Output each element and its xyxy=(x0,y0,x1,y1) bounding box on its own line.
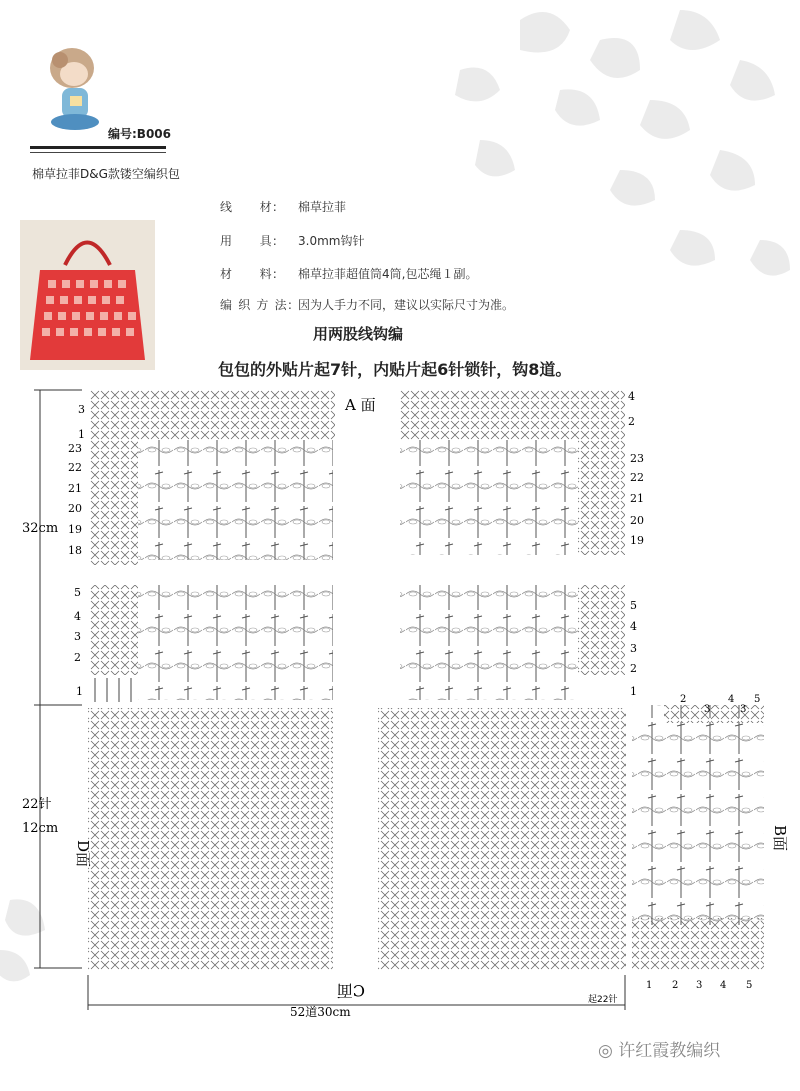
svg-text:3: 3 xyxy=(78,403,85,416)
svg-text:4: 4 xyxy=(74,610,81,623)
mid-left-edge xyxy=(90,585,138,675)
svg-text:20: 20 xyxy=(68,502,82,515)
svg-text:5: 5 xyxy=(746,980,753,991)
svg-text:4: 4 xyxy=(728,694,735,705)
b-face-row-numbers-bottom xyxy=(646,980,752,991)
left-row-numbers-lower xyxy=(74,586,83,698)
face-c-panel xyxy=(378,708,626,970)
face-b-mesh xyxy=(632,705,764,925)
spec-tool: 用 具: 3.0mm钩针 xyxy=(220,234,365,248)
mesh-lower-right xyxy=(400,585,578,700)
bag-photo xyxy=(20,220,155,370)
right-row-numbers-lower xyxy=(630,599,637,698)
svg-text:3: 3 xyxy=(740,704,747,715)
svg-text:2: 2 xyxy=(628,415,635,428)
svg-text:5: 5 xyxy=(74,586,81,599)
face-a-top-right-band xyxy=(400,390,625,440)
svg-text:21: 21 xyxy=(68,482,82,495)
spec-material: 材 料: 棉草拉菲超值筒4筒,包芯绳１副。 xyxy=(220,267,478,281)
mid-right-edge xyxy=(578,585,625,675)
row1-stitches xyxy=(95,678,131,702)
svg-text:22: 22 xyxy=(630,471,644,484)
face-d-label: D面 xyxy=(74,840,92,868)
dim-height-bottom-stitches: 22针 xyxy=(22,797,52,812)
dim-height-top: 32cm xyxy=(22,521,59,536)
dim-width: 52道30cm xyxy=(290,1005,351,1019)
start-note: 起22针 xyxy=(588,995,618,1005)
svg-text:23: 23 xyxy=(630,452,644,465)
header-rule-thin xyxy=(30,152,166,153)
crochet-chart xyxy=(0,380,800,1091)
instruction-line-1: 用两股线钩编 xyxy=(313,325,404,343)
svg-text:3: 3 xyxy=(74,630,81,643)
svg-text:18: 18 xyxy=(68,544,82,557)
svg-text:3: 3 xyxy=(630,642,637,655)
mesh-upper-left xyxy=(138,440,333,560)
svg-text:2: 2 xyxy=(672,980,679,991)
face-b-label: B面 xyxy=(771,825,789,852)
svg-text:21: 21 xyxy=(630,492,644,505)
svg-text:1: 1 xyxy=(630,685,637,698)
face-b-bottom-band xyxy=(632,918,764,970)
face-a-label: A 面 xyxy=(345,396,376,414)
face-a-top-left-band xyxy=(90,390,335,440)
svg-text:1: 1 xyxy=(646,980,653,991)
svg-text:19: 19 xyxy=(630,534,644,547)
mesh-upper-right xyxy=(400,440,578,555)
svg-text:3: 3 xyxy=(696,980,703,991)
mesh-lower-left xyxy=(138,585,333,700)
svg-text:2: 2 xyxy=(74,651,81,664)
pattern-code: 编号:B006 xyxy=(108,127,171,141)
header-rule xyxy=(30,146,166,149)
svg-text:20: 20 xyxy=(630,514,644,527)
spec-yarn: 线 材: 棉草拉菲 xyxy=(220,200,347,214)
face-a-left-edge xyxy=(90,440,138,565)
svg-text:5: 5 xyxy=(630,599,637,612)
svg-text:2: 2 xyxy=(630,662,637,675)
dim-height-bottom: 12cm xyxy=(22,821,59,836)
face-c-label: C面 xyxy=(336,981,365,1000)
knitting-girl-illustration xyxy=(40,40,110,140)
right-row-numbers-upper xyxy=(628,390,644,547)
left-row-numbers-upper xyxy=(68,403,85,557)
svg-text:3: 3 xyxy=(704,704,711,715)
face-a-right-edge xyxy=(578,440,625,555)
svg-text:1: 1 xyxy=(78,428,85,441)
svg-text:23: 23 xyxy=(68,442,82,455)
svg-text:1: 1 xyxy=(76,685,83,698)
svg-text:19: 19 xyxy=(68,523,82,536)
svg-text:4: 4 xyxy=(720,980,727,991)
face-d-panel xyxy=(88,708,333,970)
instruction-line-2: 包包的外贴片起7针，内贴片起6针锁针，钩8道。 xyxy=(218,360,572,379)
svg-text:22: 22 xyxy=(68,461,82,474)
watermark: ◎ 许红霞教编织 xyxy=(598,1041,721,1061)
pattern-title: 棉草拉菲D&G款镂空编织包 xyxy=(32,167,180,181)
svg-text:4: 4 xyxy=(630,620,637,633)
face-b-top-band xyxy=(664,705,764,723)
svg-text:4: 4 xyxy=(628,390,635,403)
spec-method: 编 织 方 法: 因为人手力不同，建议以实际尺寸为准。 xyxy=(220,298,515,312)
chat-bubble-icon: ◎ xyxy=(598,1041,619,1061)
svg-text:5: 5 xyxy=(754,694,761,705)
svg-text:2: 2 xyxy=(680,694,687,705)
